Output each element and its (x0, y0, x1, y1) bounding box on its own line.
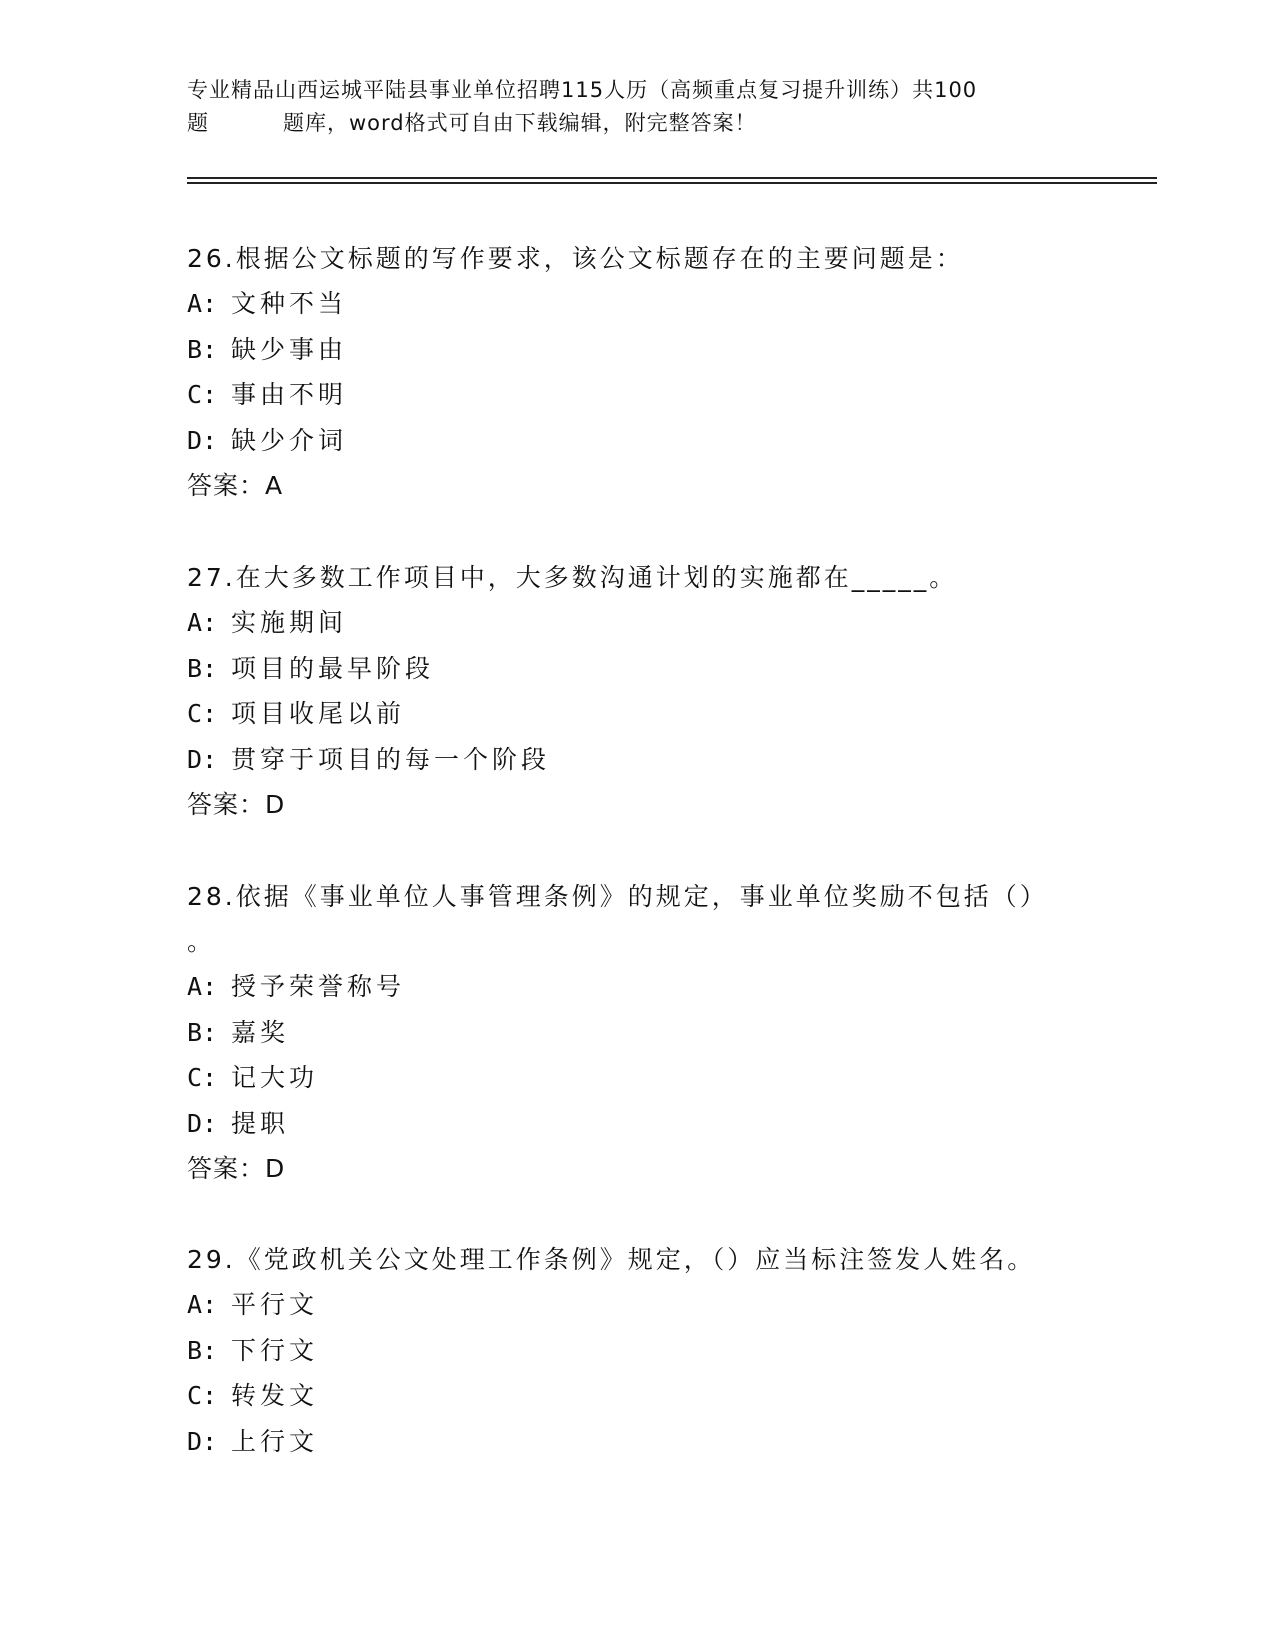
question-28 (187, 874, 1087, 1191)
header-title-char: 题 (187, 111, 209, 135)
option-text: 缺少事由 (231, 334, 348, 364)
option-text: 嘉奖 (231, 1017, 290, 1047)
option-d (187, 737, 1087, 783)
option-key: C: (187, 1063, 218, 1092)
option-a (187, 281, 1087, 327)
header-title-line1: 专业精品山西运城平陆县事业单位招聘115人历（高频重点复习提升训练）共100 (187, 78, 978, 102)
option-key: A: (187, 289, 218, 318)
option-d (187, 1101, 1087, 1147)
option-text: 缺少介词 (231, 425, 348, 455)
question-29 (187, 1237, 1087, 1464)
question-26 (187, 236, 1087, 508)
option-key: D: (187, 1426, 218, 1456)
option-key: D: (187, 1108, 218, 1138)
option-key: D: (187, 425, 218, 455)
option-key: C: (187, 699, 218, 728)
header-title-line2 (187, 107, 1087, 140)
option-b (187, 646, 1087, 692)
option-c (187, 1373, 1087, 1419)
option-b (187, 327, 1087, 373)
option-key: D: (187, 744, 218, 774)
question-stem: 28.依据《事业单位人事管理条例》的规定，事业单位奖励不包括（） (187, 882, 1048, 911)
answer-line: 答案：D (187, 790, 286, 819)
option-key: A: (187, 972, 218, 1001)
option-a (187, 600, 1087, 646)
option-c (187, 691, 1087, 737)
option-text: 记大功 (231, 1063, 319, 1092)
option-c (187, 1055, 1087, 1101)
option-key: C: (187, 380, 218, 409)
option-key: B: (187, 653, 218, 683)
option-d (187, 1419, 1087, 1465)
option-key: A: (187, 1290, 218, 1319)
header-divider-top (187, 177, 1157, 179)
option-key: B: (187, 1335, 218, 1365)
option-a (187, 964, 1087, 1010)
option-text: 下行文 (231, 1335, 319, 1365)
question-27 (187, 555, 1087, 827)
option-text: 上行文 (231, 1426, 319, 1456)
option-text: 项目收尾以前 (231, 699, 406, 728)
answer-line: 答案：D (187, 1154, 286, 1183)
question-stem-continuation: 。 (187, 927, 216, 956)
option-text: 事由不明 (231, 380, 348, 409)
option-text: 授予荣誉称号 (231, 972, 406, 1001)
option-key: B: (187, 1017, 218, 1047)
document-header (187, 74, 1087, 140)
option-text: 提职 (231, 1108, 290, 1138)
option-key: B: (187, 334, 218, 364)
option-text: 项目的最早阶段 (231, 653, 435, 683)
question-stem: 29.《党政机关公文处理工作条例》规定，（）应当标注签发人姓名。 (187, 1245, 1036, 1274)
option-a (187, 1282, 1087, 1328)
option-d (187, 418, 1087, 464)
answer-line: 答案：A (187, 471, 284, 500)
option-text: 文种不当 (231, 289, 348, 318)
question-stem: 27.在大多数工作项目中，大多数沟通计划的实施都在_____。 (187, 563, 958, 592)
question-stem: 26.根据公文标题的写作要求，该公文标题存在的主要问题是： (187, 244, 964, 273)
option-b (187, 1328, 1087, 1374)
option-text: 贯穿于项目的每一个阶段 (231, 744, 551, 774)
option-text: 平行文 (231, 1290, 319, 1319)
option-text: 实施期间 (231, 608, 348, 637)
option-text: 转发文 (231, 1381, 319, 1410)
header-divider-bottom (187, 182, 1157, 184)
header-title-rest: 题库，word格式可自由下载编辑，附完整答案！ (283, 111, 757, 135)
option-b (187, 1010, 1087, 1056)
option-c (187, 372, 1087, 418)
option-key: C: (187, 1381, 218, 1410)
option-key: A: (187, 608, 218, 637)
